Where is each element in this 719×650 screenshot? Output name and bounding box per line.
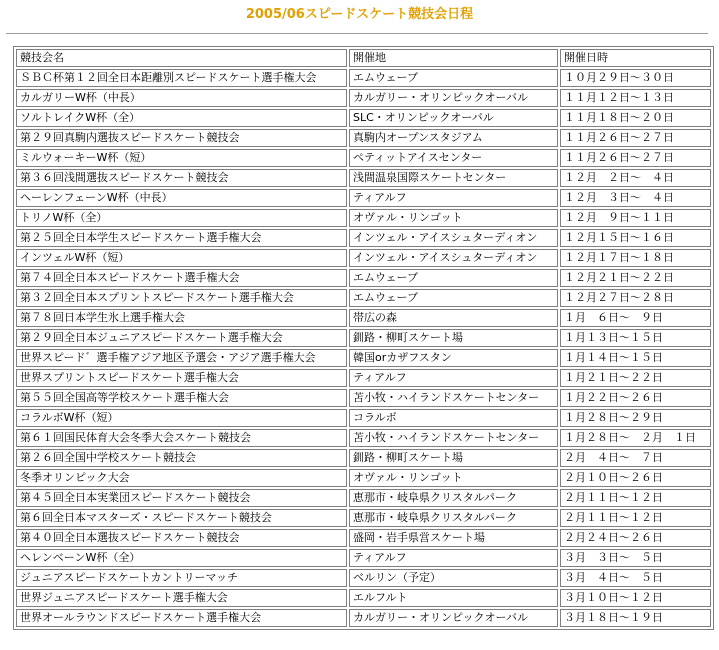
competition-name-cell: 世界ジュニアスピードスケート選手権大会 bbox=[16, 589, 347, 607]
competition-name-cell: 第６１回国民体育大会冬季大会スケート競技会 bbox=[16, 429, 347, 447]
venue-cell: コラルボ bbox=[349, 409, 558, 427]
table-row bbox=[16, 309, 711, 327]
competition-name-cell: インツェルW杯（短） bbox=[16, 249, 347, 267]
competition-name-cell: 第２９回真駒内選抜スピードスケート競技会 bbox=[16, 129, 347, 147]
venue-cell: 真駒内オープンスタジアム bbox=[349, 129, 558, 147]
competition-name-cell: コラルボW杯（短） bbox=[16, 409, 347, 427]
title-divider bbox=[6, 33, 708, 34]
table-row bbox=[16, 409, 711, 427]
table-row bbox=[16, 389, 711, 407]
header-row bbox=[16, 49, 711, 67]
venue-cell: エムウェーブ bbox=[349, 69, 558, 87]
table-row bbox=[16, 329, 711, 347]
competition-name-cell: 第７８回日本学生氷上選手権大会 bbox=[16, 309, 347, 327]
dates-cell: １２月 ２日～ ４日 bbox=[560, 169, 711, 187]
competition-name-cell: 第７４回全日本スピードスケート選手権大会 bbox=[16, 269, 347, 287]
table-row bbox=[16, 369, 711, 387]
dates-cell: １２月２７日～２８日 bbox=[560, 289, 711, 307]
competition-name-cell: トリノW杯（全） bbox=[16, 209, 347, 227]
competition-name-cell: 世界スプリントスピードスケート選手権大会 bbox=[16, 369, 347, 387]
table-row bbox=[16, 449, 711, 467]
dates-cell: １月１４日～１５日 bbox=[560, 349, 711, 367]
venue-cell: エムウェーブ bbox=[349, 289, 558, 307]
dates-cell: １２月 ９日～１１日 bbox=[560, 209, 711, 227]
column-header-venue: 開催地 bbox=[349, 49, 558, 67]
dates-cell: １１月１８日～２０日 bbox=[560, 109, 711, 127]
venue-cell: ティアルフ bbox=[349, 189, 558, 207]
dates-cell: ２月１１日～１２日 bbox=[560, 489, 711, 507]
page-title: 2005/06スピードスケート競技会日程 bbox=[245, 7, 474, 22]
venue-cell: 釧路・柳町スケート場 bbox=[349, 449, 558, 467]
dates-cell: １月 ６日～ ９日 bbox=[560, 309, 711, 327]
competition-name-cell: 第３６回浅間選抜スピードスケート競技会 bbox=[16, 169, 347, 187]
competition-name-cell: 第４５回全日本実業団スピードスケート競技会 bbox=[16, 489, 347, 507]
dates-cell: ３月 ４日～ ５日 bbox=[560, 569, 711, 587]
competition-name-cell: ヘーレンフェーンW杯（中長） bbox=[16, 189, 347, 207]
dates-cell: １１月２６日～２７日 bbox=[560, 129, 711, 147]
venue-cell: カルガリー・オリンピックオーバル bbox=[349, 609, 558, 627]
table-row bbox=[16, 289, 711, 307]
table-row bbox=[16, 149, 711, 167]
competition-name-cell: ソルトレイクW杯（全） bbox=[16, 109, 347, 127]
venue-cell: エムウェーブ bbox=[349, 269, 558, 287]
venue-cell: インツェル・アイスシュターディオン bbox=[349, 249, 558, 267]
competition-name-cell: 冬季オリンピック大会 bbox=[16, 469, 347, 487]
venue-cell: 韓国orカザフスタン bbox=[349, 349, 558, 367]
venue-cell: オヴァル・リンゴット bbox=[349, 209, 558, 227]
dates-cell: ２月２４日～２６日 bbox=[560, 529, 711, 547]
table-row bbox=[16, 489, 711, 507]
table-row bbox=[16, 549, 711, 567]
dates-cell: ３月１０日～１２日 bbox=[560, 589, 711, 607]
dates-cell: １２月１５日～１６日 bbox=[560, 229, 711, 247]
table-row bbox=[16, 69, 711, 87]
competition-name-cell: 第２６回全国中学校スケート競技会 bbox=[16, 449, 347, 467]
venue-cell: ペティットアイスセンター bbox=[349, 149, 558, 167]
dates-cell: １２月１７日～１８日 bbox=[560, 249, 711, 267]
table-row bbox=[16, 589, 711, 607]
venue-cell: 恵那市・岐阜県クリスタルパーク bbox=[349, 509, 558, 527]
table-row bbox=[16, 569, 711, 587]
venue-cell: エルフルト bbox=[349, 589, 558, 607]
dates-cell: １１月２６日～２７日 bbox=[560, 149, 711, 167]
table-row bbox=[16, 229, 711, 247]
competition-name-cell: 世界スピード゛選手権アジア地区予選会・アジア選手権大会 bbox=[16, 349, 347, 367]
venue-cell: 浅間温泉国際スケートセンター bbox=[349, 169, 558, 187]
venue-cell: インツェル・アイスシュターディオン bbox=[349, 229, 558, 247]
dates-cell: １月２８日～２９日 bbox=[560, 409, 711, 427]
competition-name-cell: 第４０回全日本選抜スピードスケート競技会 bbox=[16, 529, 347, 547]
table-row bbox=[16, 189, 711, 207]
venue-cell: ティアルフ bbox=[349, 369, 558, 387]
competition-name-cell: 第２５回全日本学生スピードスケート選手権大会 bbox=[16, 229, 347, 247]
competition-name-cell: 第３２回全日本スプリントスピードスケート選手権大会 bbox=[16, 289, 347, 307]
dates-cell: ２月 ４日～ ７日 bbox=[560, 449, 711, 467]
competition-name-cell: カルガリーW杯（中長） bbox=[16, 89, 347, 107]
column-header-competition: 競技会名 bbox=[16, 49, 347, 67]
table-row bbox=[16, 209, 711, 227]
competition-name-cell: ヘレンベーンW杯（全） bbox=[16, 549, 347, 567]
venue-cell: ティアルフ bbox=[349, 549, 558, 567]
schedule-table bbox=[13, 46, 714, 630]
dates-cell: １２月２１日～２２日 bbox=[560, 269, 711, 287]
table-row bbox=[16, 129, 711, 147]
venue-cell: ベルリン（予定） bbox=[349, 569, 558, 587]
dates-cell: １２月 ３日～ ４日 bbox=[560, 189, 711, 207]
competition-name-cell: 第２９回全日本ジュニアスピードスケート選手権大会 bbox=[16, 329, 347, 347]
dates-cell: １月２１日～２２日 bbox=[560, 369, 711, 387]
dates-cell: １月２２日～２６日 bbox=[560, 389, 711, 407]
table-row bbox=[16, 429, 711, 447]
dates-cell: ３月１８日～１９日 bbox=[560, 609, 711, 627]
competition-name-cell: 第５５回全国高等学校スケート選手権大会 bbox=[16, 389, 347, 407]
venue-cell: 盛岡・岩手県営スケート場 bbox=[349, 529, 558, 547]
venue-cell: 苫小牧・ハイランドスケートセンター bbox=[349, 429, 558, 447]
table-row bbox=[16, 509, 711, 527]
table-row bbox=[16, 169, 711, 187]
table-row bbox=[16, 609, 711, 627]
table-row bbox=[16, 109, 711, 127]
venue-cell: SLC・オリンピックオーバル bbox=[349, 109, 558, 127]
table-row bbox=[16, 469, 711, 487]
venue-cell: 釧路・柳町スケート場 bbox=[349, 329, 558, 347]
table-row bbox=[16, 249, 711, 267]
dates-cell: ２月１０日～２６日 bbox=[560, 469, 711, 487]
table-row bbox=[16, 529, 711, 547]
venue-cell: 帯広の森 bbox=[349, 309, 558, 327]
dates-cell: １月２８日～ ２月 １日 bbox=[560, 429, 711, 447]
dates-cell: １月１３日～１５日 bbox=[560, 329, 711, 347]
venue-cell: オヴァル・リンゴット bbox=[349, 469, 558, 487]
competition-name-cell: ＳＢＣ杯第１２回全日本距離別スピードスケート選手権大会 bbox=[16, 69, 347, 87]
table-row bbox=[16, 89, 711, 107]
table-row bbox=[16, 269, 711, 287]
competition-name-cell: ミルウォーキーW杯（短） bbox=[16, 149, 347, 167]
competition-name-cell: ジュニアスピードスケートカントリーマッチ bbox=[16, 569, 347, 587]
competition-name-cell: 第６回全日本マスターズ・スピードスケート競技会 bbox=[16, 509, 347, 527]
venue-cell: カルガリー・オリンピックオーバル bbox=[349, 89, 558, 107]
table-row bbox=[16, 349, 711, 367]
dates-cell: ２月１１日～１２日 bbox=[560, 509, 711, 527]
dates-cell: ３月 ３日～ ５日 bbox=[560, 549, 711, 567]
venue-cell: 恵那市・岐阜県クリスタルパーク bbox=[349, 489, 558, 507]
dates-cell: １０月２９日～３０日 bbox=[560, 69, 711, 87]
competition-name-cell: 世界オールラウンドスピードスケート選手権大会 bbox=[16, 609, 347, 627]
dates-cell: １１月１２日～１３日 bbox=[560, 89, 711, 107]
column-header-dates: 開催日時 bbox=[560, 49, 711, 67]
venue-cell: 苫小牧・ハイランドスケートセンター bbox=[349, 389, 558, 407]
